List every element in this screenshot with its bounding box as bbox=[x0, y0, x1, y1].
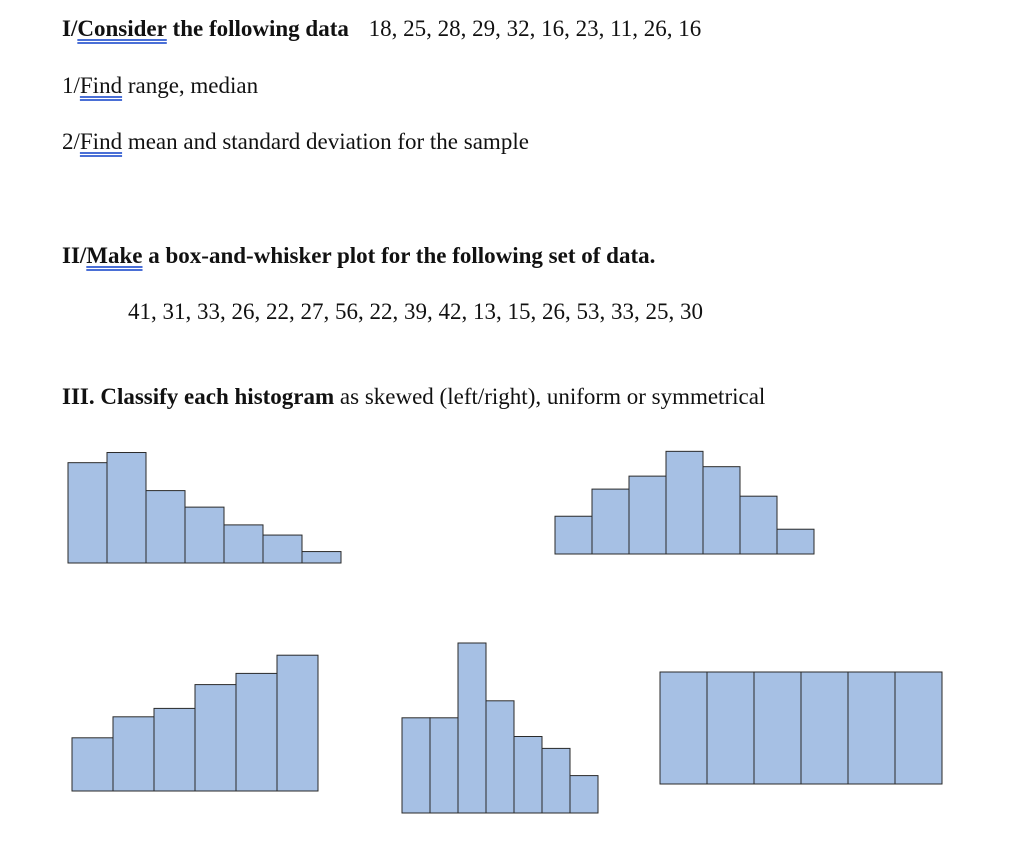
histogram-bar bbox=[263, 535, 302, 563]
histogram-right-skewed-peak bbox=[402, 643, 598, 813]
histogram-bar bbox=[740, 496, 777, 554]
section2-keyword: Make bbox=[86, 243, 143, 268]
histogram-bar bbox=[895, 672, 942, 784]
histogram-bar bbox=[486, 701, 514, 813]
histogram-bar bbox=[185, 507, 224, 563]
question1-prefix: 1/ bbox=[62, 73, 80, 98]
histogram-uniform bbox=[660, 672, 942, 784]
histogram-bar bbox=[72, 738, 113, 791]
histogram-bar bbox=[660, 672, 707, 784]
histogram-bar bbox=[666, 451, 703, 554]
question1-text: range, median bbox=[127, 73, 259, 98]
histogram-bar bbox=[848, 672, 895, 784]
histogram-bar bbox=[777, 529, 814, 554]
histogram-bar bbox=[146, 491, 185, 563]
question2-prefix: 2/ bbox=[62, 129, 80, 154]
histogram-bar bbox=[224, 525, 263, 563]
section2-prefix: II/ bbox=[62, 243, 87, 268]
histogram-bar bbox=[592, 489, 629, 554]
histogram-bar bbox=[68, 463, 107, 563]
section1-keyword: Consider bbox=[77, 16, 167, 41]
histogram-bar bbox=[430, 718, 458, 813]
question2-text: mean and standard deviation for the sample bbox=[127, 129, 529, 154]
section3-text: as skewed (left/right), uniform or symmetrical bbox=[339, 384, 766, 409]
histogram-bar bbox=[277, 655, 318, 791]
histogram-right-skewed bbox=[68, 453, 341, 563]
histogram-bar bbox=[629, 476, 666, 554]
section1-data: 18, 25, 28, 29, 32, 16, 23, 11, 26, 16 bbox=[368, 16, 702, 41]
histogram-bar bbox=[236, 673, 277, 791]
histogram-bar bbox=[542, 748, 570, 813]
histogram-bar bbox=[195, 685, 236, 791]
section1-heading-text: the following data bbox=[172, 16, 349, 41]
section1-prefix: I/ bbox=[62, 16, 78, 41]
histogram-bar bbox=[707, 672, 754, 784]
histogram-bar bbox=[107, 453, 146, 563]
section2-data: 41, 31, 33, 26, 22, 27, 56, 22, 39, 42, 13, 15, 26, 53, 33, 25, 30 bbox=[128, 299, 703, 324]
section2-heading-text: a box-and-whisker plot for the following set of data. bbox=[148, 243, 656, 268]
histogram-bar bbox=[302, 552, 341, 563]
histogram-bar bbox=[570, 776, 598, 813]
histogram-bar bbox=[514, 737, 542, 814]
histogram-bar bbox=[402, 718, 430, 813]
histogram-bar bbox=[754, 672, 801, 784]
question2-keyword: Find bbox=[79, 129, 123, 154]
histogram-bar bbox=[555, 516, 592, 554]
question1-keyword: Find bbox=[79, 73, 123, 98]
histogram-bar bbox=[113, 717, 154, 791]
histogram-bar bbox=[154, 708, 195, 791]
histogram-bar bbox=[703, 467, 740, 554]
histogram-left-skewed bbox=[72, 655, 318, 791]
histogram-symmetric bbox=[555, 451, 814, 554]
histogram-bar bbox=[801, 672, 848, 784]
section3-bold-text: III. Classify each histogram bbox=[62, 384, 335, 409]
histogram-bar bbox=[458, 643, 486, 813]
